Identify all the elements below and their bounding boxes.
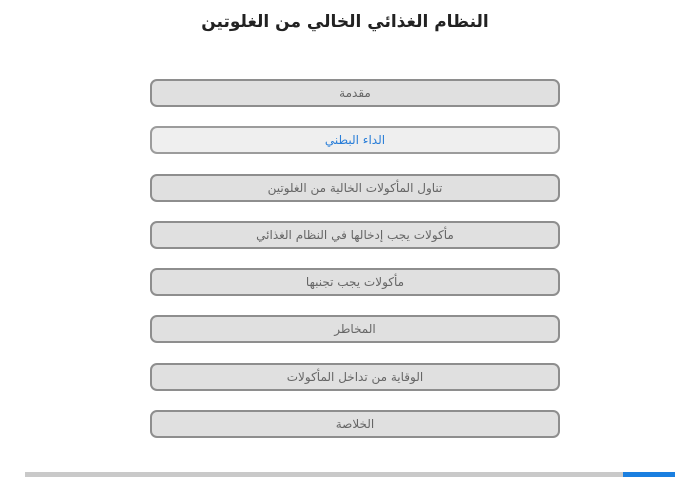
menu-item-foods-to-include[interactable]: مأكولات يجب إدخالها في النظام الغذائي — [150, 221, 560, 249]
menu-item-conclusion[interactable]: الخلاصة — [150, 410, 560, 438]
menu-item-introduction[interactable]: مقدمة — [150, 79, 560, 107]
menu-item-risks[interactable]: المخاطر — [150, 315, 560, 343]
menu-item-celiac-disease[interactable]: الداء البطني — [150, 126, 560, 154]
progress-bar — [25, 472, 675, 477]
menu-item-eating-gluten-free[interactable]: تناول المأكولات الخالية من الغلوتين — [150, 174, 560, 202]
menu-item-cross-contamination[interactable]: الوقاية من تداخل المأكولات — [150, 363, 560, 391]
menu-item-foods-to-avoid[interactable]: مأكولات يجب تجنبها — [150, 268, 560, 296]
page-title: النظام الغذائي الخالي من الغلوتين — [201, 12, 489, 32]
progress-bar-fill — [623, 472, 675, 477]
section-menu — [150, 79, 560, 438]
